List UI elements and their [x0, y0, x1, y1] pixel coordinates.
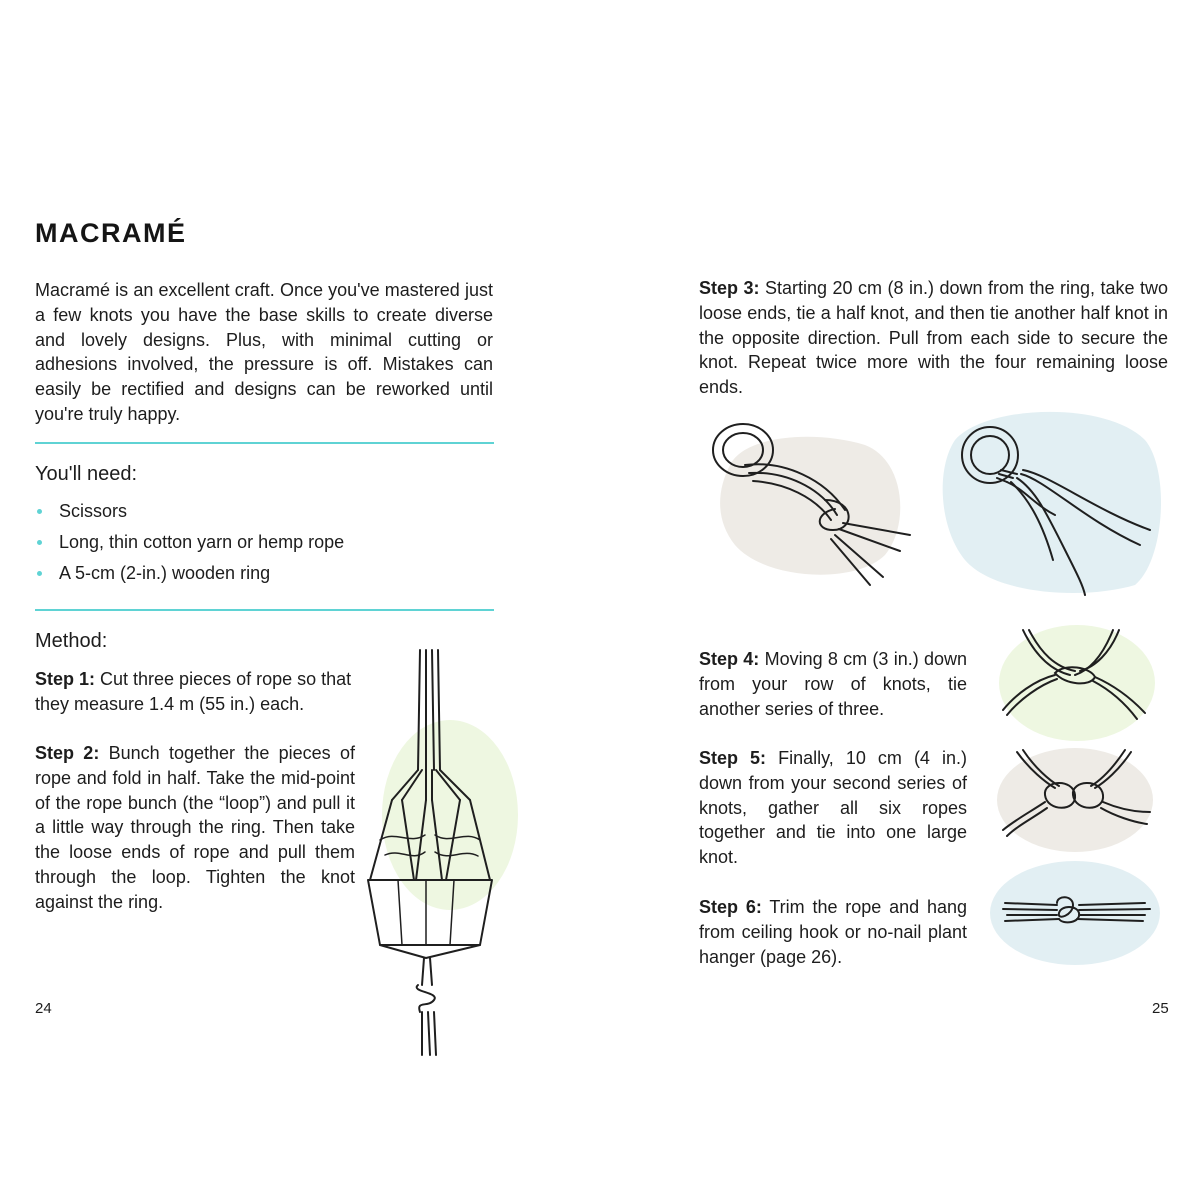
list-item: A 5-cm (2-in.) wooden ring: [35, 558, 344, 589]
step-5: Step 5: Finally, 10 cm (4 in.) down from your second series of knots, gather all six ropes together and tie into one large knot.: [699, 748, 967, 868]
page-number-right: 25: [1152, 1000, 1169, 1017]
step-3: Step 3: Starting 20 cm (8 in.) down from the ring, take two loose ends, tie a half knot, and then tie another half knot in the opposite direction. Pull from each side to secure the knot. Repeat twice more with the four remaining loose ends.: [699, 278, 1168, 398]
green-blob: [382, 720, 518, 910]
half-knot-illustration-2: [935, 400, 1165, 595]
step-6: Step 6: Trim the rope and hang from ceiling hook or no-nail plant hanger (page 26).: [699, 897, 967, 967]
plant-hanger-illustration: [340, 640, 530, 1060]
knot-illustration-step6: [985, 855, 1165, 970]
bullet-icon: [37, 540, 42, 545]
bullet-icon: [37, 571, 42, 576]
divider-2: [35, 609, 494, 611]
knot-illustration-step4: [995, 615, 1155, 740]
method-heading: Method:: [35, 630, 108, 652]
blue-blob: [943, 412, 1161, 593]
divider-1: [35, 442, 494, 444]
needs-list: [35, 496, 344, 589]
blue-blob: [990, 861, 1160, 965]
step-1: Step 1: Cut three pieces of rope so that they measure 1.4 m (55 in.) each.: [35, 669, 352, 714]
knot-illustration-step5: [995, 740, 1155, 855]
step-2: Step 2: Bunch together the pieces of rope and fold in half. Take the mid-point of the rope bunch (the “loop”) and pull it a little way through the ring. Then take the loose ends of rope and pull them through the loop. Tighten the knot against the ring.: [35, 743, 355, 912]
page-title: MACRAMÉ: [35, 218, 187, 248]
half-knot-illustration-1: [705, 405, 920, 590]
bullet-icon: [37, 509, 42, 514]
beige-blob: [720, 437, 900, 575]
page-number-left: 24: [35, 1000, 52, 1017]
step-4: Step 4: Moving 8 cm (3 in.) down from your row of knots, tie another series of three.: [699, 649, 968, 719]
intro-paragraph: Macramé is an excellent craft. Once you've mastered just a few knots you have the base skills to create diverse and lovely designs. Plus, with minimal cutting or adhesions involved, the pressure is off. Mistakes can easily be rectified and designs can be reworked until you're truly happy.: [35, 280, 493, 424]
list-item: Scissors: [35, 496, 344, 527]
list-item: Long, thin cotton yarn or hemp rope: [35, 527, 344, 558]
needs-heading: You'll need:: [35, 463, 138, 485]
